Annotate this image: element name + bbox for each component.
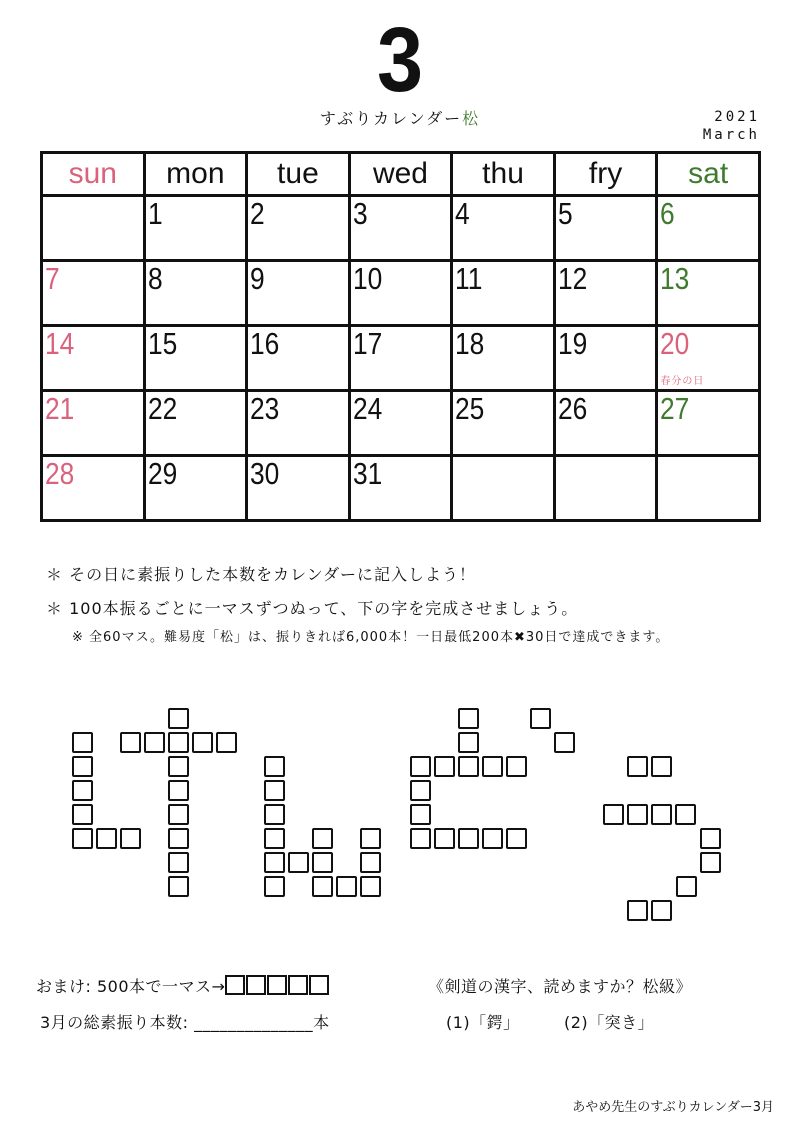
weekday-header-row (42, 153, 760, 196)
day-number: 24 (352, 391, 382, 426)
puzzle-square[interactable] (312, 852, 333, 873)
year: 2021 (714, 109, 760, 125)
week-row (42, 391, 760, 456)
day-number: 5 (557, 196, 573, 231)
puzzle-square[interactable] (458, 708, 479, 729)
day-cell[interactable] (657, 196, 760, 261)
day-number: 17 (352, 326, 382, 361)
calendar-grid (40, 151, 761, 522)
month-name: March (702, 127, 760, 143)
day-cell[interactable] (144, 391, 247, 456)
weekday-sat: sat (657, 153, 760, 196)
day-cell[interactable] (452, 261, 555, 326)
bonus-line (36, 974, 330, 997)
holiday-label: 春分の日 (660, 376, 705, 387)
day-number: 28 (45, 456, 75, 491)
day-number: 7 (45, 261, 60, 296)
day-cell[interactable] (42, 196, 145, 261)
day-number: 14 (45, 326, 75, 361)
puzzle-square[interactable] (627, 900, 648, 921)
week-row (42, 456, 760, 521)
day-cell[interactable] (247, 261, 350, 326)
puzzle-square[interactable] (264, 852, 285, 873)
puzzle-square[interactable] (360, 876, 381, 897)
calendar-subtitle (0, 106, 800, 129)
total-unit: 本 (313, 1013, 330, 1032)
day-cell[interactable] (247, 391, 350, 456)
day-cell[interactable] (349, 326, 452, 391)
day-cell[interactable] (452, 456, 555, 521)
day-number: 31 (352, 456, 382, 491)
puzzle-square[interactable] (458, 828, 479, 849)
week-row (42, 261, 760, 326)
puzzle-square[interactable] (288, 852, 309, 873)
day-cell[interactable] (452, 196, 555, 261)
bonus-square[interactable] (288, 975, 308, 995)
puzzle-square[interactable] (168, 876, 189, 897)
day-cell[interactable] (657, 391, 760, 456)
day-cell[interactable] (42, 326, 145, 391)
day-number: 20 (660, 326, 690, 361)
day-cell[interactable] (349, 391, 452, 456)
puzzle-square[interactable] (700, 828, 721, 849)
puzzle-square[interactable] (72, 804, 93, 825)
puzzle-square[interactable] (264, 756, 285, 777)
instruction-1: ＊ その日に素振りした本数をカレンダーに記入しよう！ (46, 565, 477, 584)
puzzle-square[interactable] (410, 804, 431, 825)
weekday-fry: fry (554, 153, 657, 196)
puzzle-square[interactable] (554, 732, 575, 753)
puzzle-square[interactable] (264, 876, 285, 897)
bonus-square[interactable] (246, 975, 266, 995)
puzzle-square[interactable] (192, 732, 213, 753)
day-cell[interactable] (247, 196, 350, 261)
puzzle-square[interactable] (651, 756, 672, 777)
day-number: 19 (557, 326, 588, 361)
day-number: 9 (250, 261, 265, 296)
day-number: 22 (147, 391, 177, 426)
total-label: 3月の総素振り本数: (40, 1013, 195, 1032)
puzzle-square[interactable] (676, 876, 697, 897)
day-cell[interactable] (42, 261, 145, 326)
day-cell[interactable] (144, 456, 247, 521)
day-number: 18 (455, 326, 485, 361)
day-number: 27 (660, 391, 690, 426)
puzzle-square[interactable] (120, 732, 141, 753)
day-cell[interactable] (657, 456, 760, 521)
puzzle-square[interactable] (120, 828, 141, 849)
quiz-q1: (1)「鍔」 (446, 1013, 520, 1032)
day-number: 15 (147, 326, 177, 361)
puzzle-square[interactable] (506, 756, 527, 777)
puzzle-square[interactable] (168, 708, 189, 729)
total-blank[interactable]: ______________ (194, 1013, 314, 1032)
puzzle-square[interactable] (627, 804, 648, 825)
day-cell[interactable] (247, 456, 350, 521)
puzzle-square[interactable] (458, 732, 479, 753)
puzzle-square[interactable] (360, 852, 381, 873)
day-cell[interactable] (657, 261, 760, 326)
day-cell[interactable] (452, 391, 555, 456)
day-cell[interactable] (554, 456, 657, 521)
day-number: 8 (147, 261, 163, 296)
day-number: 13 (660, 261, 690, 296)
puzzle-square[interactable] (144, 732, 165, 753)
day-cell[interactable] (349, 261, 452, 326)
day-cell[interactable] (554, 196, 657, 261)
day-number: 26 (557, 391, 588, 426)
bonus-square[interactable] (225, 975, 245, 995)
week-row (42, 196, 760, 261)
puzzle-square[interactable] (506, 828, 527, 849)
day-number: 2 (250, 196, 265, 231)
puzzle-square[interactable] (168, 780, 189, 801)
puzzle-square[interactable] (168, 732, 189, 753)
puzzle-square[interactable] (675, 804, 696, 825)
bonus-square[interactable] (309, 975, 329, 995)
bonus-square[interactable] (267, 975, 287, 995)
puzzle-square[interactable] (627, 756, 648, 777)
weekday-sun: sun (42, 153, 145, 196)
puzzle-square[interactable] (168, 852, 189, 873)
day-cell[interactable] (42, 456, 145, 521)
day-number: 21 (45, 391, 75, 426)
day-number: 12 (557, 261, 588, 296)
puzzle-square[interactable] (603, 804, 624, 825)
puzzle-square[interactable] (264, 780, 285, 801)
instruction-note: ※ 全60マス。難易度「松」は、振りきれば6,000本！一日最低200本✖30日で達成できます。 (72, 630, 670, 645)
footer-credit: あやめ先生のすぶりカレンダー3月 (572, 1100, 774, 1115)
puzzle-square[interactable] (482, 756, 503, 777)
day-number: 23 (250, 391, 280, 426)
difficulty-level: 松 (462, 109, 481, 128)
instruction-2: ＊ 100本振るごとに一マスずつぬって、下の字を完成させましょう。 (46, 599, 579, 618)
puzzle-square[interactable] (72, 732, 93, 753)
day-cell[interactable] (657, 326, 760, 391)
puzzle-square[interactable] (264, 804, 285, 825)
quiz-q2: (2)「突き」 (564, 1013, 655, 1032)
puzzle-square[interactable] (530, 708, 551, 729)
day-cell[interactable] (42, 391, 145, 456)
puzzle-square[interactable] (312, 828, 333, 849)
day-number: 11 (455, 261, 483, 296)
day-cell[interactable] (349, 456, 452, 521)
month-number: 3 (376, 9, 424, 111)
puzzle-square[interactable] (410, 780, 431, 801)
weekday-mon: mon (144, 153, 247, 196)
day-cell[interactable] (452, 326, 555, 391)
weekday-tue: tue (247, 153, 350, 196)
puzzle-square[interactable] (336, 876, 357, 897)
quiz-title: 《剣道の漢字、読めますか？松級》 (428, 977, 693, 996)
weekday-thu: thu (452, 153, 555, 196)
puzzle-square[interactable] (700, 852, 721, 873)
day-cell[interactable] (247, 326, 350, 391)
day-cell[interactable] (144, 326, 247, 391)
puzzle-square[interactable] (168, 828, 189, 849)
puzzle-square[interactable] (410, 828, 431, 849)
puzzle-square[interactable] (72, 828, 93, 849)
week-row (42, 326, 760, 391)
puzzle-square[interactable] (410, 756, 431, 777)
puzzle-square[interactable] (651, 900, 672, 921)
day-number: 4 (455, 196, 470, 231)
year-month-label (703, 108, 760, 144)
day-cell[interactable] (349, 196, 452, 261)
puzzle-square[interactable] (168, 804, 189, 825)
day-number: 16 (250, 326, 280, 361)
puzzle-square[interactable] (312, 876, 333, 897)
puzzle-square[interactable] (651, 804, 672, 825)
day-cell[interactable] (554, 261, 657, 326)
day-number: 30 (250, 456, 280, 491)
puzzle-square[interactable] (264, 828, 285, 849)
puzzle-square[interactable] (434, 828, 455, 849)
weekday-wed: wed (349, 153, 452, 196)
puzzle-square[interactable] (434, 756, 455, 777)
puzzle-square[interactable] (458, 756, 479, 777)
total-line (40, 1010, 330, 1033)
puzzle-square[interactable] (72, 780, 93, 801)
puzzle-square[interactable] (216, 732, 237, 753)
puzzle-square[interactable] (482, 828, 503, 849)
day-number: 10 (352, 261, 382, 296)
puzzle-square[interactable] (168, 756, 189, 777)
puzzle-square[interactable] (72, 756, 93, 777)
day-number: 1 (147, 196, 163, 231)
day-number: 25 (455, 391, 485, 426)
puzzle-square[interactable] (96, 828, 117, 849)
day-cell[interactable] (554, 391, 657, 456)
day-number: 6 (660, 196, 676, 231)
subtitle-text: すぶりカレンダー (319, 109, 463, 128)
day-number: 29 (147, 456, 177, 491)
puzzle-square[interactable] (360, 828, 381, 849)
day-cell[interactable] (144, 196, 247, 261)
day-cell[interactable] (144, 261, 247, 326)
day-cell[interactable] (554, 326, 657, 391)
bonus-label: おまけ: 500本で一マス→ (36, 977, 226, 996)
day-number: 3 (352, 196, 368, 231)
